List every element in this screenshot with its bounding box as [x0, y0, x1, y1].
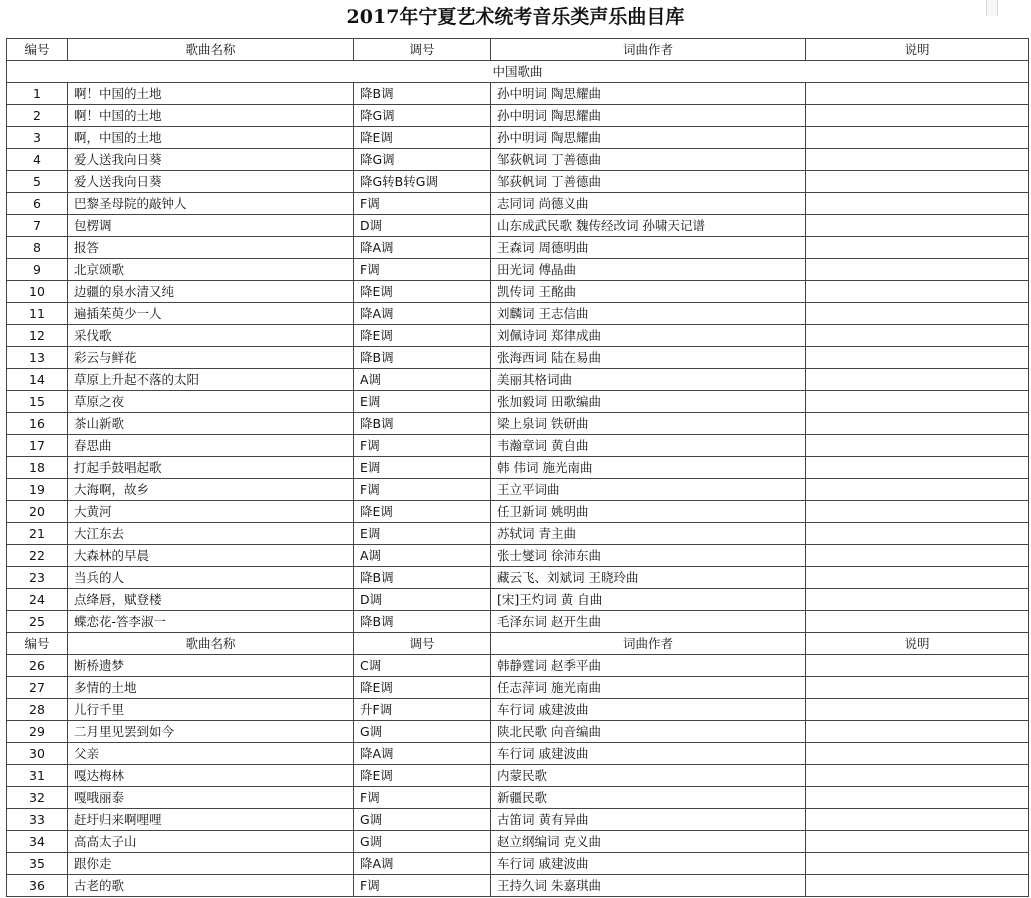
- song-author: 任卫新词 姚明曲: [491, 501, 806, 523]
- song-title: 蝶恋花-答李淑一: [68, 611, 354, 633]
- header-num: 编号: [7, 39, 68, 61]
- song-author: 藏云飞、刘斌词 王晓玲曲: [491, 567, 806, 589]
- song-key: 升F调: [354, 699, 491, 721]
- row-number: 14: [7, 369, 68, 391]
- song-key: A调: [354, 545, 491, 567]
- song-author: 王立平词曲: [491, 479, 806, 501]
- row-number: 30: [7, 743, 68, 765]
- header-row: [7, 39, 1029, 61]
- row-number: 28: [7, 699, 68, 721]
- table-row: [7, 611, 1029, 633]
- song-title: 爱人送我向日葵: [68, 171, 354, 193]
- table-row: [7, 655, 1029, 677]
- song-key: 降E调: [354, 127, 491, 149]
- song-key: A调: [354, 369, 491, 391]
- song-title: 茶山新歌: [68, 413, 354, 435]
- song-key: 降B调: [354, 83, 491, 105]
- song-author: 邹荻帆词 丁善德曲: [491, 171, 806, 193]
- song-note: [806, 347, 1029, 369]
- row-number: 20: [7, 501, 68, 523]
- header-key: 调号: [354, 39, 491, 61]
- song-key: 降E调: [354, 501, 491, 523]
- song-key: 降A调: [354, 237, 491, 259]
- song-key: F调: [354, 787, 491, 809]
- song-author: 毛泽东词 赵开生曲: [491, 611, 806, 633]
- row-number: 27: [7, 677, 68, 699]
- song-author: 张士燮词 徐沛东曲: [491, 545, 806, 567]
- table-row: [7, 743, 1029, 765]
- song-title: 高高太子山: [68, 831, 354, 853]
- song-note: [806, 677, 1029, 699]
- song-title: 啊，中国的土地: [68, 127, 354, 149]
- song-title: 啊！中国的土地: [68, 83, 354, 105]
- song-key: D调: [354, 215, 491, 237]
- song-author: 邹荻帆词 丁善德曲: [491, 149, 806, 171]
- page-title: 2017年宁夏艺术统考音乐类声乐曲目库: [346, 6, 685, 28]
- table-row: [7, 413, 1029, 435]
- song-title: 嘎哦丽泰: [68, 787, 354, 809]
- song-key: F调: [354, 479, 491, 501]
- row-number: 4: [7, 149, 68, 171]
- row-number: 23: [7, 567, 68, 589]
- row-number: 34: [7, 831, 68, 853]
- song-author: 新疆民歌: [491, 787, 806, 809]
- table-row: [7, 193, 1029, 215]
- song-author: 孙中明词 陶思耀曲: [491, 127, 806, 149]
- header-author: 词曲作者: [491, 633, 806, 655]
- song-author: 赵立纲编词 克义曲: [491, 831, 806, 853]
- song-key: C调: [354, 655, 491, 677]
- table-row: [7, 149, 1029, 171]
- song-author: [宋]王灼词 黄 自曲: [491, 589, 806, 611]
- row-number: 3: [7, 127, 68, 149]
- row-number: 21: [7, 523, 68, 545]
- row-number: 12: [7, 325, 68, 347]
- song-note: [806, 457, 1029, 479]
- table-row: [7, 479, 1029, 501]
- song-author: 志同词 尚德义曲: [491, 193, 806, 215]
- table-row: [7, 589, 1029, 611]
- song-key: 降E调: [354, 325, 491, 347]
- song-author: 韩静霆词 赵季平曲: [491, 655, 806, 677]
- row-number: 6: [7, 193, 68, 215]
- row-number: 7: [7, 215, 68, 237]
- song-note: [806, 435, 1029, 457]
- song-key: D调: [354, 589, 491, 611]
- row-number: 19: [7, 479, 68, 501]
- song-note: [806, 853, 1029, 875]
- song-key: F调: [354, 875, 491, 897]
- song-key: 降A调: [354, 743, 491, 765]
- song-note: [806, 303, 1029, 325]
- song-author: 孙中明词 陶思耀曲: [491, 105, 806, 127]
- song-author: 苏轼词 青主曲: [491, 523, 806, 545]
- song-title: 赶圩归来啊哩哩: [68, 809, 354, 831]
- row-number: 26: [7, 655, 68, 677]
- table-row: [7, 809, 1029, 831]
- row-number: 10: [7, 281, 68, 303]
- row-number: 32: [7, 787, 68, 809]
- song-title: 多情的土地: [68, 677, 354, 699]
- song-author: 凯传词 王酩曲: [491, 281, 806, 303]
- song-title: 爱人送我向日葵: [68, 149, 354, 171]
- song-note: [806, 325, 1029, 347]
- table-row: [7, 171, 1029, 193]
- song-title: 大黄河: [68, 501, 354, 523]
- song-title: 古老的歌: [68, 875, 354, 897]
- table-row: [7, 347, 1029, 369]
- song-key: 降G调: [354, 105, 491, 127]
- song-key: G调: [354, 809, 491, 831]
- section-title: 中国歌曲: [7, 61, 1029, 83]
- row-number: 36: [7, 875, 68, 897]
- table-row: [7, 325, 1029, 347]
- song-title: 点绛唇，赋登楼: [68, 589, 354, 611]
- song-author: 刘麟词 王志信曲: [491, 303, 806, 325]
- song-author: 内蒙民歌: [491, 765, 806, 787]
- table-row: [7, 853, 1029, 875]
- table-row: [7, 787, 1029, 809]
- song-title: 嘎达梅林: [68, 765, 354, 787]
- scrollbar[interactable]: [986, 0, 998, 16]
- song-key: E调: [354, 523, 491, 545]
- song-key: 降B调: [354, 413, 491, 435]
- song-note: [806, 413, 1029, 435]
- song-title: 大海啊，故乡: [68, 479, 354, 501]
- song-author: 王森词 周德明曲: [491, 237, 806, 259]
- row-number: 2: [7, 105, 68, 127]
- song-note: [806, 479, 1029, 501]
- row-number: 31: [7, 765, 68, 787]
- song-author: 韩 伟词 施光南曲: [491, 457, 806, 479]
- song-note: [806, 83, 1029, 105]
- song-title: 草原上升起不落的太阳: [68, 369, 354, 391]
- song-author: 田光词 傅晶曲: [491, 259, 806, 281]
- song-key: E调: [354, 391, 491, 413]
- song-note: [806, 787, 1029, 809]
- song-key: F调: [354, 259, 491, 281]
- table-row: [7, 501, 1029, 523]
- row-number: 33: [7, 809, 68, 831]
- table-row: [7, 721, 1029, 743]
- header-num: 编号: [7, 633, 68, 655]
- song-author: 车行词 戚建波曲: [491, 743, 806, 765]
- row-number: 24: [7, 589, 68, 611]
- song-note: [806, 765, 1029, 787]
- song-author: 古笛词 黄有异曲: [491, 809, 806, 831]
- row-number: 5: [7, 171, 68, 193]
- header-key: 调号: [354, 633, 491, 655]
- header-title: 歌曲名称: [68, 39, 354, 61]
- table-row: [7, 281, 1029, 303]
- row-number: 1: [7, 83, 68, 105]
- song-key: G调: [354, 831, 491, 853]
- song-title: 采伐歌: [68, 325, 354, 347]
- row-number: 18: [7, 457, 68, 479]
- song-note: [806, 699, 1029, 721]
- row-number: 9: [7, 259, 68, 281]
- song-title: 啊！中国的土地: [68, 105, 354, 127]
- table-row: [7, 765, 1029, 787]
- song-note: [806, 215, 1029, 237]
- song-key: 降G调: [354, 149, 491, 171]
- song-title: 打起手鼓唱起歌: [68, 457, 354, 479]
- song-note: [806, 391, 1029, 413]
- song-key: E调: [354, 457, 491, 479]
- song-title: 二月里见罢到如今: [68, 721, 354, 743]
- table-row: [7, 369, 1029, 391]
- song-author: 张加毅词 田歌编曲: [491, 391, 806, 413]
- song-title: 儿行千里: [68, 699, 354, 721]
- repeated-header-row: [7, 633, 1029, 655]
- header-note: 说明: [806, 633, 1029, 655]
- song-key: 降E调: [354, 765, 491, 787]
- song-key: 降A调: [354, 853, 491, 875]
- table-row: [7, 237, 1029, 259]
- song-note: [806, 831, 1029, 853]
- row-number: 13: [7, 347, 68, 369]
- song-note: [806, 809, 1029, 831]
- song-title: 彩云与鲜花: [68, 347, 354, 369]
- song-note: [806, 237, 1029, 259]
- song-title: 包楞调: [68, 215, 354, 237]
- row-number: 22: [7, 545, 68, 567]
- song-title: 父亲: [68, 743, 354, 765]
- song-note: [806, 655, 1029, 677]
- table-row: [7, 545, 1029, 567]
- table-row: [7, 831, 1029, 853]
- song-note: [806, 193, 1029, 215]
- song-note: [806, 567, 1029, 589]
- row-number: 17: [7, 435, 68, 457]
- song-title: 边疆的泉水清又纯: [68, 281, 354, 303]
- row-number: 11: [7, 303, 68, 325]
- section-row: [7, 61, 1029, 83]
- song-title: 春思曲: [68, 435, 354, 457]
- song-title: 报答: [68, 237, 354, 259]
- song-title: 草原之夜: [68, 391, 354, 413]
- table-row: [7, 303, 1029, 325]
- table-row: [7, 83, 1029, 105]
- song-title: 遍插茱萸少一人: [68, 303, 354, 325]
- song-title: 巴黎圣母院的敲钟人: [68, 193, 354, 215]
- table-row: [7, 457, 1029, 479]
- song-author: 陕北民歌 向音编曲: [491, 721, 806, 743]
- row-number: 25: [7, 611, 68, 633]
- song-title: 大森林的早晨: [68, 545, 354, 567]
- table-row: [7, 127, 1029, 149]
- song-key: 降G转B转G调: [354, 171, 491, 193]
- row-number: 8: [7, 237, 68, 259]
- song-note: [806, 149, 1029, 171]
- song-key: 降B调: [354, 567, 491, 589]
- song-key: 降A调: [354, 303, 491, 325]
- song-title: 当兵的人: [68, 567, 354, 589]
- song-note: [806, 281, 1029, 303]
- song-note: [806, 545, 1029, 567]
- song-note: [806, 875, 1029, 897]
- song-key: 降B调: [354, 347, 491, 369]
- song-note: [806, 171, 1029, 193]
- song-note: [806, 501, 1029, 523]
- table-row: [7, 391, 1029, 413]
- song-note: [806, 743, 1029, 765]
- song-key: F调: [354, 435, 491, 457]
- table-row: [7, 259, 1029, 281]
- song-table: [6, 38, 1029, 897]
- song-key: F调: [354, 193, 491, 215]
- song-author: 梁上泉词 铁研曲: [491, 413, 806, 435]
- row-number: 35: [7, 853, 68, 875]
- song-author: 张海西词 陆在易曲: [491, 347, 806, 369]
- song-key: 降E调: [354, 281, 491, 303]
- table-row: [7, 699, 1029, 721]
- song-note: [806, 127, 1029, 149]
- song-author: 刘佩诗词 郑律成曲: [491, 325, 806, 347]
- table-row: [7, 215, 1029, 237]
- song-author: 车行词 戚建波曲: [491, 853, 806, 875]
- song-title: 北京颂歌: [68, 259, 354, 281]
- header-title: 歌曲名称: [68, 633, 354, 655]
- row-number: 29: [7, 721, 68, 743]
- song-note: [806, 589, 1029, 611]
- table-row: [7, 435, 1029, 457]
- song-author: 美丽其格词曲: [491, 369, 806, 391]
- song-note: [806, 611, 1029, 633]
- table-row: [7, 677, 1029, 699]
- song-author: 韦瀚章词 黄自曲: [491, 435, 806, 457]
- song-author: 王持久词 朱嘉琪曲: [491, 875, 806, 897]
- table-row: [7, 105, 1029, 127]
- song-author: 孙中明词 陶思耀曲: [491, 83, 806, 105]
- row-number: 16: [7, 413, 68, 435]
- table-row: [7, 567, 1029, 589]
- row-number: 15: [7, 391, 68, 413]
- table-row: [7, 875, 1029, 897]
- song-key: 降E调: [354, 677, 491, 699]
- song-author: 任志萍词 施光南曲: [491, 677, 806, 699]
- song-title: 跟你走: [68, 853, 354, 875]
- song-note: [806, 105, 1029, 127]
- song-author: 山东成武民歌 魏传经改词 孙啸天记谱: [491, 215, 806, 237]
- table-row: [7, 523, 1029, 545]
- header-note: 说明: [806, 39, 1029, 61]
- song-title: 断桥遗梦: [68, 655, 354, 677]
- header-author: 词曲作者: [491, 39, 806, 61]
- song-note: [806, 721, 1029, 743]
- song-key: G调: [354, 721, 491, 743]
- song-note: [806, 523, 1029, 545]
- song-author: 车行词 戚建波曲: [491, 699, 806, 721]
- song-title: 大江东去: [68, 523, 354, 545]
- song-note: [806, 369, 1029, 391]
- song-note: [806, 259, 1029, 281]
- song-key: 降B调: [354, 611, 491, 633]
